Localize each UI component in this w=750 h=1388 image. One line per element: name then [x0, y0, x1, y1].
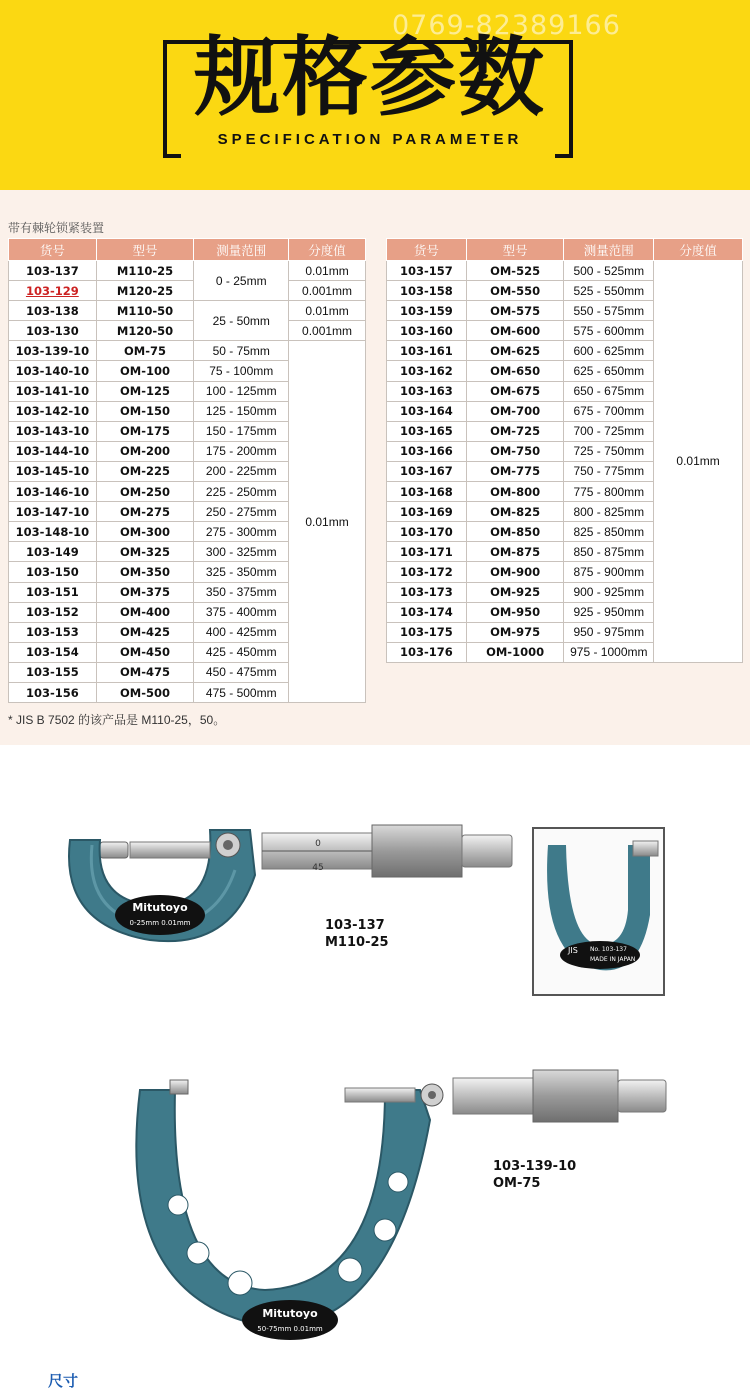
cell-code: 103-137: [9, 261, 97, 281]
cell-model: OM-150: [96, 401, 194, 421]
cell-range: 500 - 525mm: [564, 261, 654, 281]
cell-code: 103-130: [9, 321, 97, 341]
cell-model: OM-300: [96, 522, 194, 542]
cell-range: 850 - 875mm: [564, 542, 654, 562]
header-code: 货号: [387, 239, 467, 261]
cell-model: OM-525: [466, 261, 564, 281]
cell-code: 103-152: [9, 602, 97, 622]
cell-range: 375 - 400mm: [194, 602, 289, 622]
cell-model: OM-175: [96, 421, 194, 441]
cell-model: OM-125: [96, 381, 194, 401]
cell-range: 725 - 750mm: [564, 441, 654, 461]
cell-model: OM-875: [466, 542, 564, 562]
spec-label: 50-75mm 0.01mm: [257, 1325, 323, 1333]
cell-code: 103-155: [9, 662, 97, 682]
cell-range: 450 - 475mm: [194, 662, 289, 682]
product-label-2: [493, 1158, 576, 1192]
cell-code: 103-166: [387, 441, 467, 461]
cell-resolution: 0.01mm: [289, 301, 366, 321]
detail-origin: MADE IN JAPAN: [590, 956, 636, 963]
cell-code: 103-144-10: [9, 441, 97, 461]
cell-range: 175 - 200mm: [194, 441, 289, 461]
cell-model: OM-550: [466, 281, 564, 301]
phone-watermark: 0769-82389166: [392, 10, 621, 41]
micrometer-large-image: [136, 1070, 666, 1340]
banner-subtitle: SPECIFICATION PARAMETER: [217, 131, 523, 148]
cell-code: 103-176: [387, 642, 467, 662]
cell-code: 103-154: [9, 642, 97, 662]
cell-code: 103-148-10: [9, 522, 97, 542]
cell-range: 700 - 725mm: [564, 421, 654, 441]
cell-code: 103-141-10: [9, 381, 97, 401]
cell-range: 675 - 700mm: [564, 401, 654, 421]
cell-range: 100 - 125mm: [194, 381, 289, 401]
cell-model: OM-475: [96, 662, 194, 682]
title-frame-corner-left: [163, 154, 181, 158]
cell-range: 650 - 675mm: [564, 381, 654, 401]
cell-code: 103-168: [387, 482, 467, 502]
cell-resolution: 0.01mm: [654, 261, 743, 663]
cell-model: OM-675: [466, 381, 564, 401]
cell-model: OM-850: [466, 522, 564, 542]
cell-range: 575 - 600mm: [564, 321, 654, 341]
thimble-digit: 45: [312, 863, 324, 873]
cell-model: OM-200: [96, 441, 194, 461]
cell-model: OM-375: [96, 582, 194, 602]
table-row: [9, 261, 366, 281]
cell-range: 625 - 650mm: [564, 361, 654, 381]
cell-model: OM-775: [466, 461, 564, 481]
cell-model: OM-75: [96, 341, 194, 361]
cell-range: 150 - 175mm: [194, 421, 289, 441]
cell-model: M110-25: [96, 261, 194, 281]
cell-resolution: 0.01mm: [289, 261, 366, 281]
cell-code: 103-158: [387, 281, 467, 301]
cell-range: 475 - 500mm: [194, 682, 289, 702]
detail-inset: [533, 828, 664, 995]
cell-model: OM-275: [96, 502, 194, 522]
product-label-1: [325, 917, 389, 951]
cell-model: OM-900: [466, 562, 564, 582]
cell-code: 103-140-10: [9, 361, 97, 381]
spec-label: 0-25mm 0.01mm: [129, 919, 191, 927]
cell-model: OM-325: [96, 542, 194, 562]
cell-model: OM-450: [96, 642, 194, 662]
cell-range: 775 - 800mm: [564, 482, 654, 502]
cell-range: 875 - 900mm: [564, 562, 654, 582]
brand-label: Mitutoyo: [262, 1307, 318, 1320]
cell-model: OM-975: [466, 622, 564, 642]
cell-range: 525 - 550mm: [564, 281, 654, 301]
cell-code: 103-173: [387, 582, 467, 602]
cell-code: 103-150: [9, 562, 97, 582]
cell-range: 400 - 425mm: [194, 622, 289, 642]
cell-range: 25 - 50mm: [194, 301, 289, 341]
footnote: * JIS B 7502 的该产品是 M110-25，50。: [8, 713, 226, 727]
cell-code: 103-143-10: [9, 421, 97, 441]
cell-code: 103-149: [9, 542, 97, 562]
micrometer-small-image: [69, 825, 512, 941]
cell-resolution: 0.001mm: [289, 281, 366, 301]
cell-model: OM-500: [96, 682, 194, 702]
cell-model: OM-400: [96, 602, 194, 622]
cell-model: OM-425: [96, 622, 194, 642]
cell-range: 550 - 575mm: [564, 301, 654, 321]
cell-code: 103-161: [387, 341, 467, 361]
spec-table-left: [8, 238, 366, 703]
cell-resolution: 0.01mm: [289, 341, 366, 703]
table-row: [9, 321, 366, 341]
cell-code: 103-159: [387, 301, 467, 321]
cell-code: 103-172: [387, 562, 467, 582]
cell-range: 225 - 250mm: [194, 482, 289, 502]
cell-range: 50 - 75mm: [194, 341, 289, 361]
header-resolution: 分度值: [289, 239, 366, 261]
cell-range: 825 - 850mm: [564, 522, 654, 542]
table-row: [9, 341, 366, 361]
dimensions-heading: 尺寸: [48, 1373, 79, 1388]
cell-model: OM-350: [96, 562, 194, 582]
cell-code: 103-175: [387, 622, 467, 642]
spec-table-left-body: [9, 261, 366, 703]
cell-model: M120-25: [96, 281, 194, 301]
cell-range: 75 - 100mm: [194, 361, 289, 381]
cell-range: 800 - 825mm: [564, 502, 654, 522]
product-illustrations: [0, 745, 750, 1365]
cell-code: 103-139-10: [9, 341, 97, 361]
cell-range: 300 - 325mm: [194, 542, 289, 562]
product-model: M110-25: [325, 935, 389, 950]
cell-code: 103-164: [387, 401, 467, 421]
cell-code: 103-157: [387, 261, 467, 281]
cell-code: 103-163: [387, 381, 467, 401]
cell-code: 103-167: [387, 461, 467, 481]
cell-range: 275 - 300mm: [194, 522, 289, 542]
title-frame-corner-right: [555, 154, 573, 158]
cell-code: 103-153: [9, 622, 97, 642]
cell-code: 103-146-10: [9, 482, 97, 502]
cell-code: 103-162: [387, 361, 467, 381]
spec-table-right-body: [387, 261, 743, 663]
cell-model: M120-50: [96, 321, 194, 341]
cell-resolution: 0.001mm: [289, 321, 366, 341]
cell-range: 200 - 225mm: [194, 461, 289, 481]
cell-code: 103-151: [9, 582, 97, 602]
cell-model: OM-225: [96, 461, 194, 481]
cell-range: 0 - 25mm: [194, 261, 289, 301]
cell-code: 103-129: [9, 281, 97, 301]
table-header-row: [387, 239, 743, 261]
table-row: [9, 301, 366, 321]
cell-code: 103-165: [387, 421, 467, 441]
cell-code: 103-145-10: [9, 461, 97, 481]
cell-model: OM-750: [466, 441, 564, 461]
detail-number: No. 103-137: [590, 946, 627, 953]
cell-code: 103-170: [387, 522, 467, 542]
cell-model: OM-800: [466, 482, 564, 502]
product-model: OM-75: [493, 1176, 541, 1191]
cell-model: OM-925: [466, 582, 564, 602]
cell-model: OM-100: [96, 361, 194, 381]
cell-model: OM-700: [466, 401, 564, 421]
cell-range: 125 - 150mm: [194, 401, 289, 421]
cell-code: 103-142-10: [9, 401, 97, 421]
header-model: 型号: [466, 239, 564, 261]
header-banner: [0, 0, 750, 190]
cell-model: OM-600: [466, 321, 564, 341]
thimble-digit: 0: [315, 839, 321, 849]
section-caption: 带有棘轮锁紧装置: [8, 221, 105, 235]
product-code: 103-139-10: [493, 1159, 577, 1174]
header-range: 测量范围: [564, 239, 654, 261]
header-resolution: 分度值: [654, 239, 743, 261]
cell-range: 425 - 450mm: [194, 642, 289, 662]
cell-range: 975 - 1000mm: [564, 642, 654, 662]
cell-model: OM-575: [466, 301, 564, 321]
cell-code: 103-171: [387, 542, 467, 562]
product-code: 103-137: [325, 918, 385, 933]
cell-code: 103-138: [9, 301, 97, 321]
cell-range: 350 - 375mm: [194, 582, 289, 602]
cell-range: 600 - 625mm: [564, 341, 654, 361]
micrometer-drawings: [0, 745, 750, 1365]
cell-model: OM-1000: [466, 642, 564, 662]
detail-jis: JIS: [568, 946, 578, 955]
cell-range: 325 - 350mm: [194, 562, 289, 582]
table-row: [9, 281, 366, 301]
cell-range: 250 - 275mm: [194, 502, 289, 522]
cell-model: OM-825: [466, 502, 564, 522]
cell-range: 900 - 925mm: [564, 582, 654, 602]
cell-code: 103-174: [387, 602, 467, 622]
cell-code: 103-169: [387, 502, 467, 522]
spec-table-right: [386, 238, 743, 663]
cell-range: 750 - 775mm: [564, 461, 654, 481]
cell-range: 925 - 950mm: [564, 602, 654, 622]
cell-model: M110-50: [96, 301, 194, 321]
header-code: 货号: [9, 239, 97, 261]
cell-model: OM-950: [466, 602, 564, 622]
brand-label: Mitutoyo: [132, 901, 188, 914]
cell-model: OM-625: [466, 341, 564, 361]
header-range: 测量范围: [194, 239, 289, 261]
header-model: 型号: [96, 239, 194, 261]
cell-code: 103-160: [387, 321, 467, 341]
cell-model: OM-725: [466, 421, 564, 441]
cell-code: 103-147-10: [9, 502, 97, 522]
table-row: [387, 261, 743, 281]
table-header-row: [9, 239, 366, 261]
cell-model: OM-250: [96, 482, 194, 502]
cell-code: 103-156: [9, 682, 97, 702]
cell-model: OM-650: [466, 361, 564, 381]
cell-range: 950 - 975mm: [564, 622, 654, 642]
banner-title: 规格参数: [194, 28, 546, 128]
